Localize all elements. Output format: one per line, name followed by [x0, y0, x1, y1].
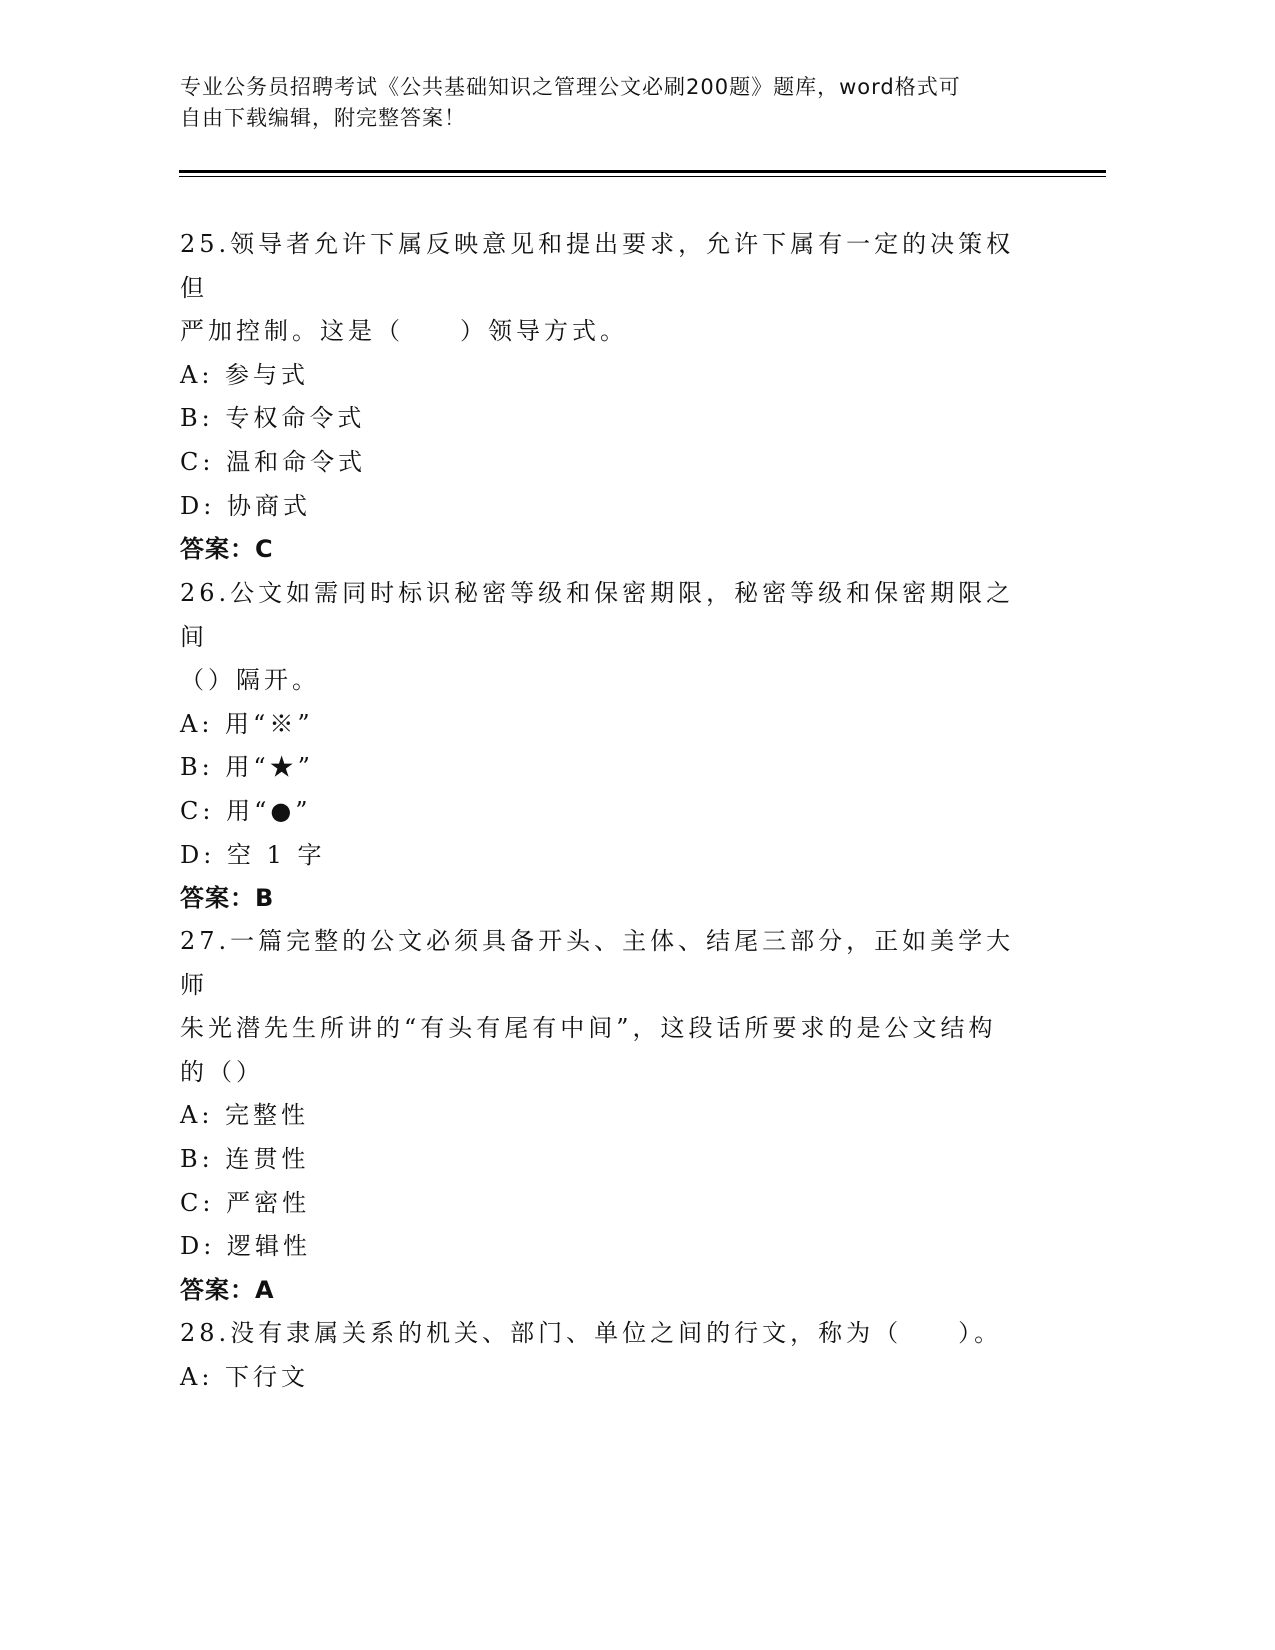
- option-d: D: 空 1 字: [180, 840, 326, 869]
- document-header: [180, 72, 1040, 134]
- option-a: A: 完整性: [180, 1101, 310, 1130]
- header-line: 自由下载编辑，附完整答案！: [180, 106, 466, 130]
- header-line: 专业公务员招聘考试《公共基础知识之管理公文必刷200题》题库，word格式可: [180, 75, 961, 99]
- answer: 答案：B: [180, 884, 275, 913]
- header-divider: [179, 170, 1106, 173]
- option-b: B: 连贯性: [180, 1144, 310, 1173]
- option-c: C: 用“●”: [180, 796, 312, 825]
- question-stem: 朱光潜先生所讲的“有头有尾有中间”，这段话所要求的是公文结构: [180, 1014, 997, 1043]
- option-b: B: 专权命令式: [180, 404, 366, 433]
- question-stem: 26.公文如需同时标识秘密等级和保密期限，秘密等级和保密期限之间: [180, 579, 1015, 651]
- header-divider: [179, 176, 1106, 177]
- option-d: D: 协商式: [180, 491, 311, 520]
- option-c: C: 严密性: [180, 1188, 311, 1217]
- answer: 答案：A: [180, 1275, 275, 1304]
- option-a: A: 参与式: [180, 360, 310, 389]
- option-a: A: 下行文: [180, 1362, 310, 1391]
- option-c: C: 温和命令式: [180, 447, 367, 476]
- question-stem: 严加控制。这是（ ）领导方式。: [180, 317, 628, 346]
- question-27: [180, 920, 1040, 1312]
- question-stem: 25.领导者允许下属反映意见和提出要求，允许下属有一定的决策权但: [180, 230, 1015, 302]
- question-stem: 28.没有隶属关系的机关、部门、单位之间的行文，称为（ ）。: [180, 1319, 1003, 1347]
- question-25: [180, 223, 1040, 572]
- option-b: B: 用“★”: [180, 753, 314, 782]
- answer: 答案：C: [180, 535, 274, 564]
- question-26: [180, 572, 1040, 921]
- question-28: [180, 1312, 1040, 1399]
- question-stem: （）隔开。: [180, 666, 320, 695]
- option-d: D: 逻辑性: [180, 1232, 311, 1261]
- question-stem: 27.一篇完整的公文必须具备开头、主体、结尾三部分，正如美学大师: [180, 927, 1015, 999]
- question-stem: 的（）: [180, 1057, 264, 1086]
- option-a: A: 用“※”: [180, 709, 314, 738]
